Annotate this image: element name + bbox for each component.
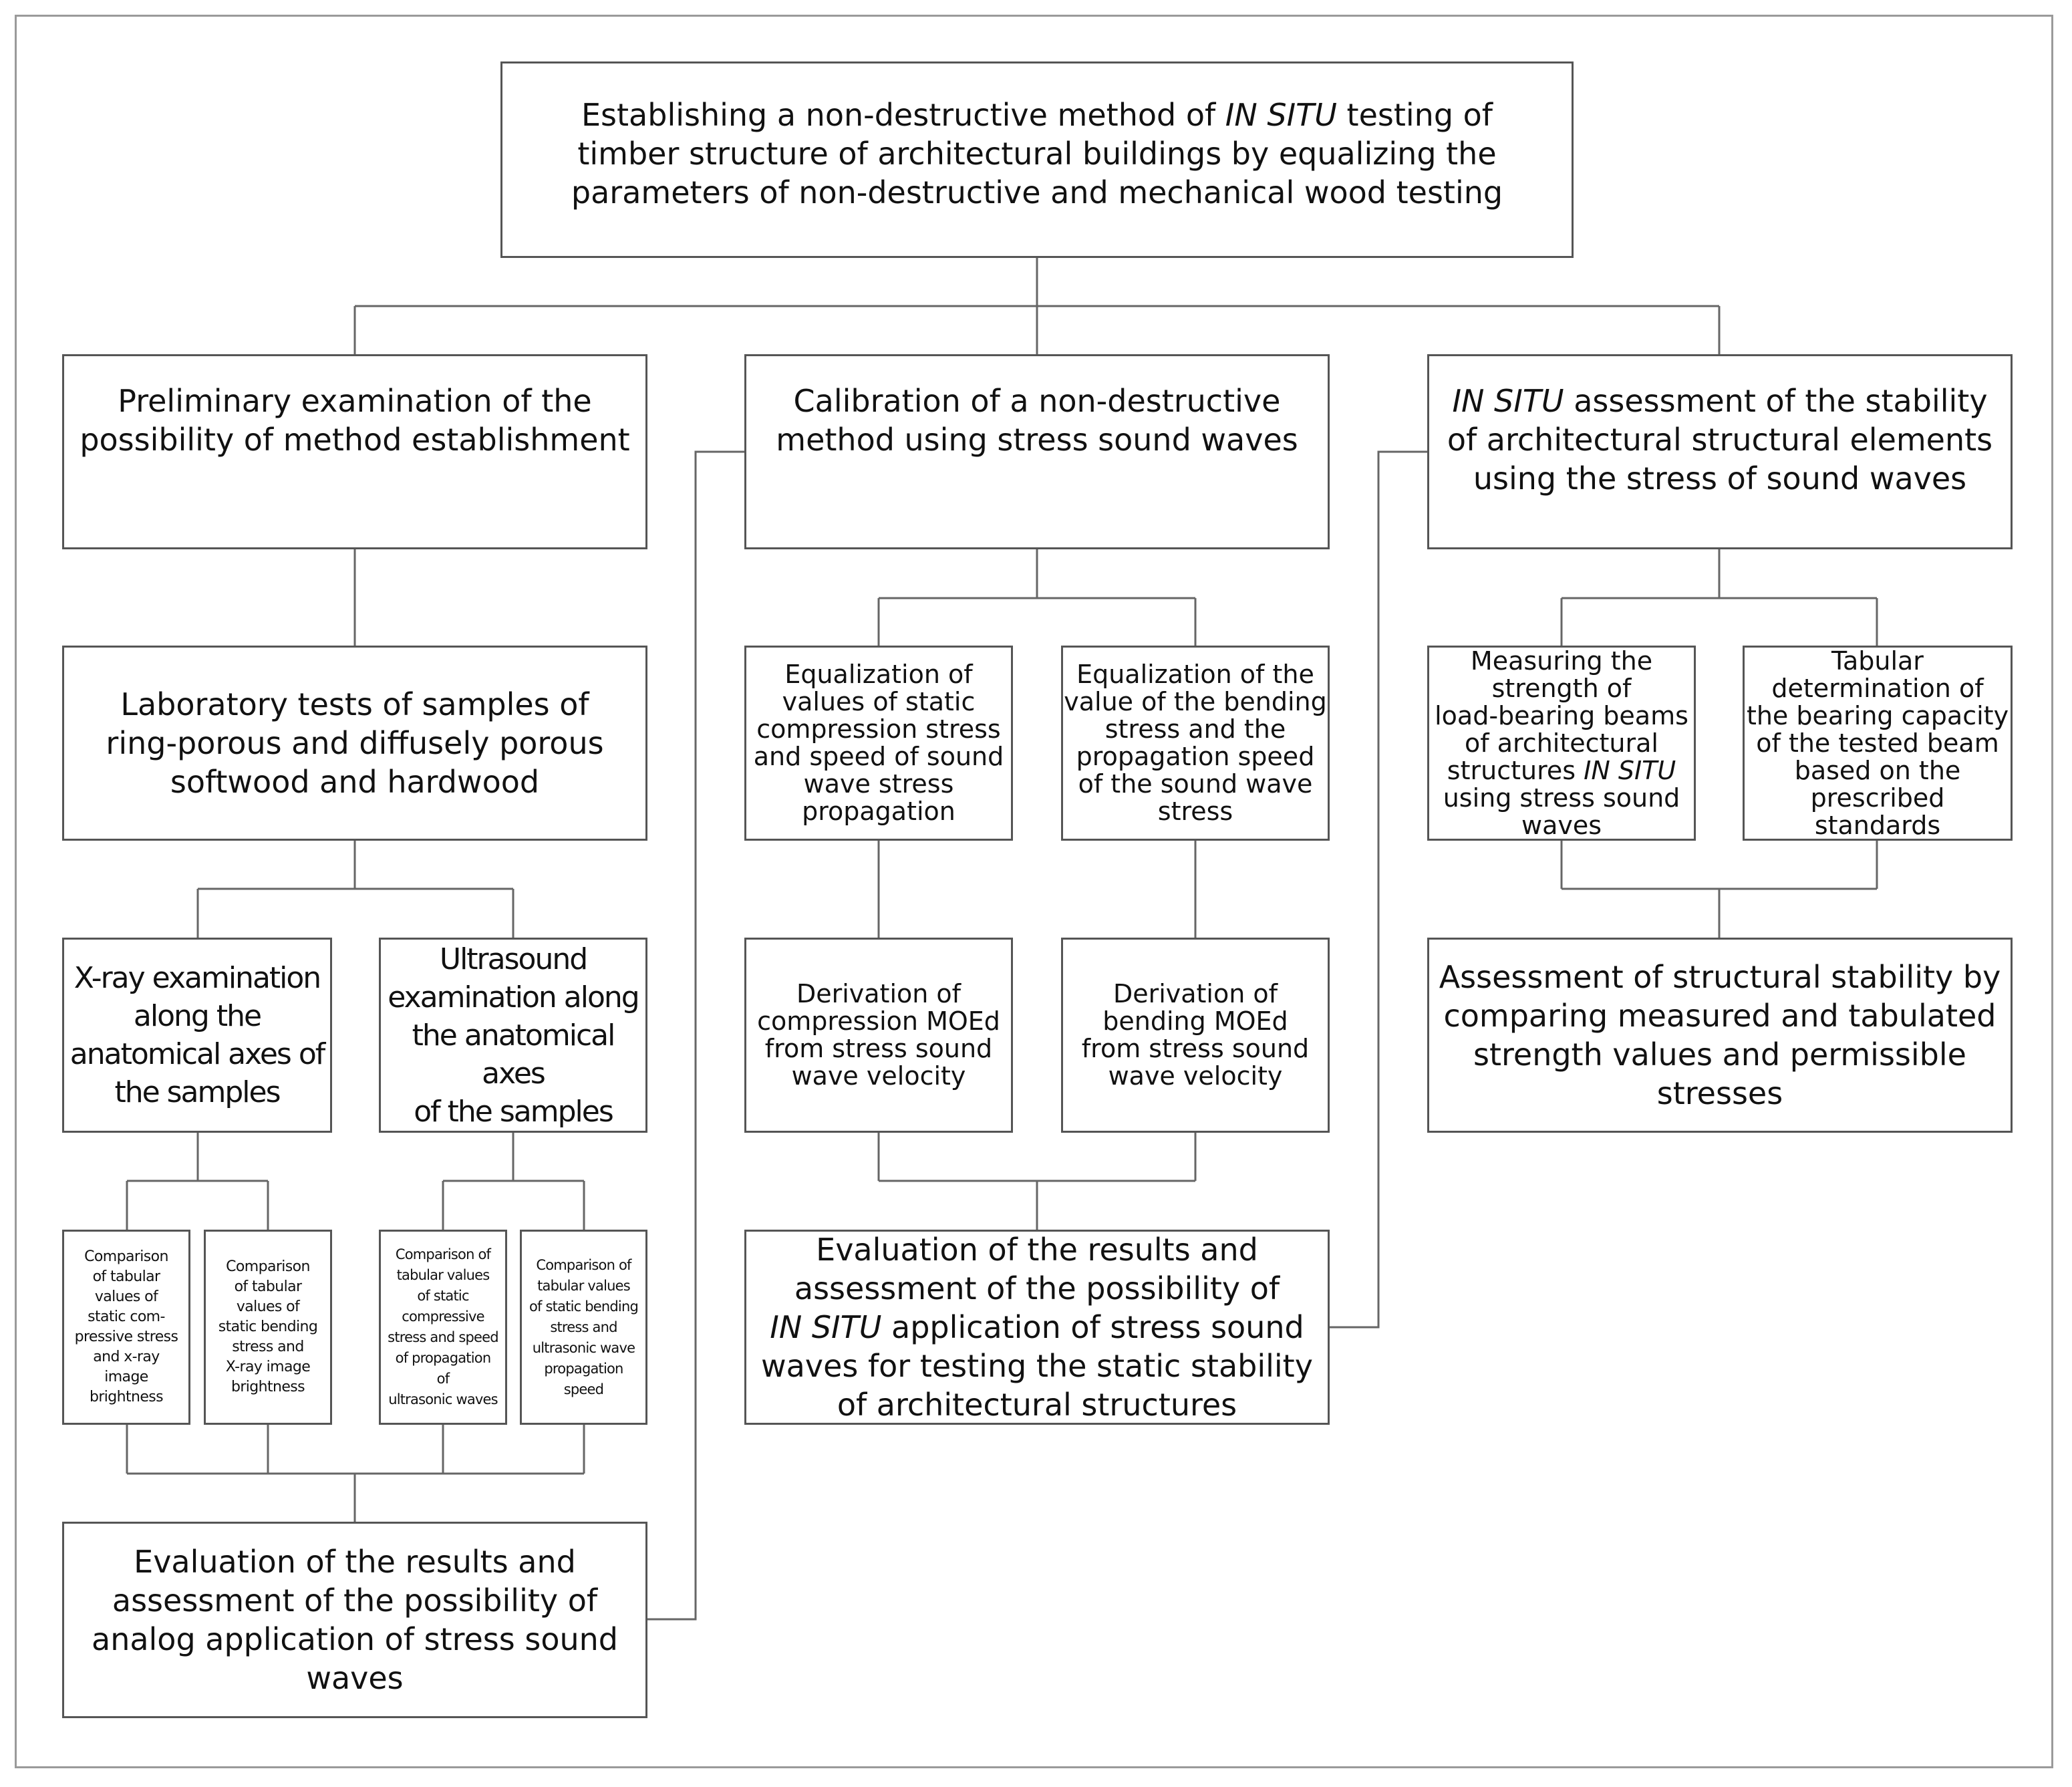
laboratory-tests-text: Laboratory tests of samples of ring-porous and diffusely porous softwood and hardwood <box>106 686 604 800</box>
derivation-bending-node <box>1061 938 1330 1133</box>
comparison-bending-ultrasonic-text: Comparison of tabular values of static bending stress and ultrasonic wave propagation speed <box>529 1256 638 1397</box>
structural-stability-assessment-text: Assessment of structural stability by comparing measured and tabulated strength values and permissible stresses <box>1439 959 2001 1111</box>
tabular-determination-node <box>1743 646 2013 841</box>
insitu-assessment-text: IN SITU assessment of the stability of architectural structural elements using the stress of sound waves <box>1447 383 1993 497</box>
comparison-compressive-ultrasonic-text: Comparison of tabular values of static compressive stress and speed of propagation of ultrasonic waves <box>388 1246 498 1407</box>
evaluation-analog-node <box>62 1522 647 1718</box>
ultrasound-examination-text: Ultrasound examination along the anatomical axes of the samples <box>388 942 639 1129</box>
calibration-text: Calibration of a non-destructive method using stress sound waves <box>776 383 1298 458</box>
derivation-compression-node <box>744 938 1013 1133</box>
connector-eval2-to-col3 <box>1329 452 1427 1327</box>
evaluation-insitu-text: Evaluation of the results and assessment of the possibility of IN SITU application of stress sound waves for testing the static stability of architectural structures <box>761 1232 1313 1423</box>
equalization-bending-text: Equalization of the value of the bending stress and the propagation speed of the sound wave stress <box>1064 660 1327 826</box>
evaluation-insitu-node <box>744 1230 1330 1425</box>
comparison-compressive-xray-node <box>62 1230 190 1425</box>
xray-examination-text: X-ray examination along the anatomical axes of the samples <box>69 961 325 1109</box>
preliminary-examination-node <box>62 354 647 549</box>
structural-stability-assessment-node <box>1427 938 2013 1133</box>
root-node <box>500 61 1574 258</box>
comparison-compressive-ultrasonic-node <box>379 1230 507 1425</box>
comparison-compressive-xray-text: Comparison of tabular values of static com- pressive stress and x-ray image brightness <box>74 1248 178 1405</box>
derivation-compression-text: Derivation of compression MOEd from stress sound wave velocity <box>757 979 1000 1091</box>
tabular-determination-text: Tabular determination of the bearing capacity of the tested beam based on the prescribed standards <box>1746 646 2009 840</box>
connector-cmp-up <box>127 1425 584 1474</box>
laboratory-tests-node <box>62 646 647 841</box>
evaluation-analog-text: Evaluation of the results and assessment of the possibility of analog application of stress sound waves <box>92 1544 618 1696</box>
connector-eval1-to-col2 <box>647 452 744 1619</box>
equalization-compression-node <box>744 646 1013 841</box>
comparison-bending-xray-node <box>204 1230 332 1425</box>
comparison-bending-ultrasonic-node <box>520 1230 647 1425</box>
ultrasound-examination-node <box>379 938 647 1133</box>
calibration-node <box>744 354 1330 549</box>
root-text: Establishing a non-destructive method of IN SITU testing of timber structure of architectural buildings by equalizing the parameters of non-destructive and mechanical wood testing <box>571 97 1503 211</box>
derivation-bending-text: Derivation of bending MOEd from stress sound wave velocity <box>1081 979 1310 1091</box>
insitu-assessment-node <box>1427 354 2013 549</box>
connector-der-up <box>879 1133 1195 1181</box>
measuring-strength-node <box>1427 646 1696 841</box>
measuring-strength-text: Measuring the strength of load-bearing beams of architectural structures IN SITU using stress sound waves <box>1435 646 1688 840</box>
equalization-compression-text: Equalization of values of static compression stress and speed of sound wave stress propagation <box>753 660 1004 826</box>
comparison-bending-xray-text: Comparison of tabular values of static bending stress and X-ray image brightness <box>218 1258 318 1395</box>
equalization-bending-node <box>1061 646 1330 841</box>
xray-examination-node <box>62 938 332 1133</box>
preliminary-examination-text: Preliminary examination of the possibility of method establishment <box>80 383 630 458</box>
